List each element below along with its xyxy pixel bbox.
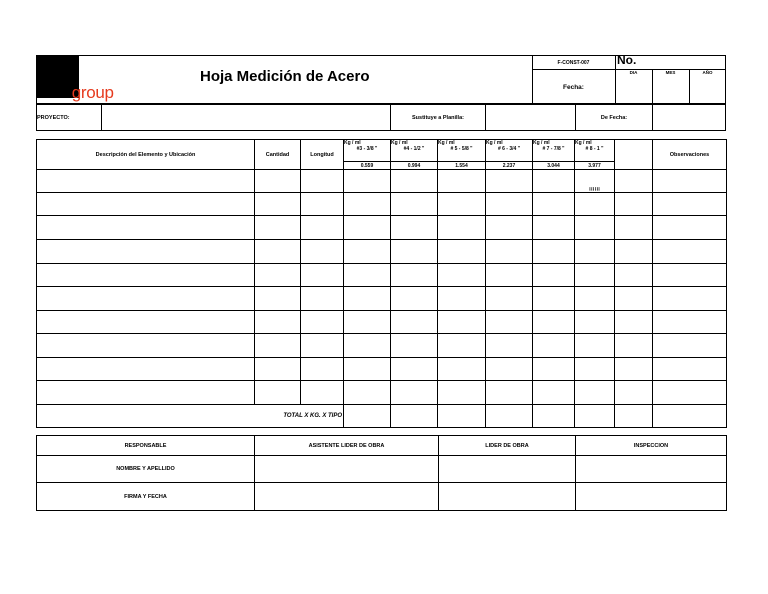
cell-bar[interactable]	[486, 311, 533, 334]
cell-blank[interactable]	[615, 170, 653, 193]
col-description-header: Descripción del Elemento y Ubicación	[37, 140, 255, 170]
cell-quantity[interactable]	[255, 287, 301, 311]
bar-unit: Kg / ml	[391, 140, 408, 146]
cell-length[interactable]	[301, 240, 344, 264]
cell-length[interactable]	[301, 311, 344, 334]
cell-bar[interactable]	[344, 358, 391, 381]
cell-description[interactable]	[37, 170, 255, 193]
cell-bar[interactable]	[391, 358, 438, 381]
cell-quantity[interactable]	[255, 334, 301, 358]
sig-name-field[interactable]	[439, 456, 576, 483]
bar-header	[486, 140, 533, 162]
bar-weight: 0.994	[391, 162, 438, 170]
table-header-row	[37, 140, 727, 162]
cell-length[interactable]	[301, 334, 344, 358]
cell-bar[interactable]	[533, 334, 575, 358]
table-row	[37, 334, 727, 358]
bar-unit: Kg / ml	[533, 140, 550, 146]
cell-bar[interactable]	[575, 381, 615, 405]
total-label-text: TOTAL X KG. X TIPO	[283, 413, 342, 419]
bar-header	[438, 140, 486, 162]
cell-bar[interactable]	[486, 170, 533, 193]
cell-bar[interactable]	[438, 358, 486, 381]
cell-bar[interactable]	[533, 311, 575, 334]
cell-bar[interactable]	[391, 381, 438, 405]
cell-observations[interactable]	[653, 216, 727, 240]
cell-quantity[interactable]	[255, 216, 301, 240]
cell-bar[interactable]	[344, 216, 391, 240]
table-row	[37, 240, 727, 264]
cell-bar[interactable]	[533, 381, 575, 405]
sig-assistant-header: ASISTENTE LIDER DE OBRA	[255, 436, 439, 456]
col-length-header: Longitud	[301, 140, 344, 170]
sig-sign-label: FIRMA Y FECHA	[37, 483, 255, 511]
cell-bar[interactable]	[438, 240, 486, 264]
cell-bar[interactable]	[344, 287, 391, 311]
sig-leader-header: LIDER DE OBRA	[439, 436, 576, 456]
cell-observations[interactable]	[653, 334, 727, 358]
replaces-field[interactable]	[486, 105, 575, 130]
cell-bar[interactable]	[533, 264, 575, 287]
date-label: Fecha:	[563, 83, 584, 91]
cell-quantity[interactable]	[255, 358, 301, 381]
sig-inspection-header: INSPECCION	[576, 436, 727, 456]
bar-size: #4 - 1/2 "	[403, 146, 425, 152]
date-month-label: MES	[665, 69, 676, 75]
cell-bar[interactable]	[486, 334, 533, 358]
cell-bar[interactable]	[533, 358, 575, 381]
cell-description[interactable]	[37, 240, 255, 264]
cell-quantity[interactable]	[255, 264, 301, 287]
cell-quantity[interactable]	[255, 193, 301, 216]
cell-description[interactable]	[37, 264, 255, 287]
cell-bar[interactable]	[486, 358, 533, 381]
cell-bar[interactable]	[575, 216, 615, 240]
cell-blank[interactable]	[615, 193, 653, 216]
sig-sign-field[interactable]	[255, 483, 439, 511]
cell-bar[interactable]	[344, 264, 391, 287]
table-row	[37, 311, 727, 334]
date-day-label: DIA	[629, 69, 638, 75]
bar-weight: 2.237	[486, 162, 533, 170]
cell-bar[interactable]	[391, 170, 438, 193]
signatures-name-row	[37, 456, 727, 483]
cell-bar[interactable]	[533, 193, 575, 216]
cell-bar[interactable]	[438, 264, 486, 287]
sig-sign-field[interactable]	[439, 483, 576, 511]
bar-unit: Kg / ml	[344, 140, 361, 146]
cell-observations[interactable]	[653, 358, 727, 381]
replaces-label: Sustituye a Planilla:	[412, 114, 464, 121]
sig-name-label: NOMBRE Y APELLIDO	[37, 456, 255, 483]
cell-description[interactable]	[37, 358, 255, 381]
cell-length[interactable]	[301, 264, 344, 287]
logo-group-text: group	[71, 83, 114, 102]
signatures-header-row	[37, 436, 727, 456]
bar-header	[533, 140, 575, 162]
cell-bar[interactable]	[486, 287, 533, 311]
cell-bar[interactable]	[533, 240, 575, 264]
total-cell[interactable]	[391, 405, 438, 428]
cell-description[interactable]	[37, 311, 255, 334]
bar-weight: 1.554	[438, 162, 486, 170]
signatures-table	[36, 435, 727, 511]
cell-observations[interactable]	[653, 170, 727, 193]
cell-description[interactable]	[37, 193, 255, 216]
table-row	[37, 264, 727, 287]
cell-bar[interactable]	[575, 358, 615, 381]
cell-bar[interactable]	[344, 240, 391, 264]
row-mark: ¡¡¡¡¡¡	[589, 186, 600, 192]
project-label: PROYECTO:	[37, 115, 70, 121]
total-cell[interactable]	[533, 405, 575, 428]
cell-bar[interactable]	[391, 216, 438, 240]
cell-quantity[interactable]	[255, 170, 301, 193]
cell-bar[interactable]	[575, 334, 615, 358]
cell-quantity[interactable]	[255, 240, 301, 264]
cell-bar[interactable]	[391, 240, 438, 264]
bar-weight: 3.977	[575, 162, 615, 170]
cell-observations[interactable]	[653, 264, 727, 287]
table-row	[37, 170, 727, 193]
cell-bar[interactable]	[344, 381, 391, 405]
bar-header	[344, 140, 391, 162]
cell-blank[interactable]	[615, 287, 653, 311]
cell-bar[interactable]	[391, 287, 438, 311]
bar-size: # 8 - 1 "	[585, 146, 604, 152]
bar-size: # 6 - 3/4 "	[497, 146, 521, 152]
cell-observations[interactable]	[653, 287, 727, 311]
sig-name-field[interactable]	[255, 456, 439, 483]
cell-bar[interactable]	[575, 311, 615, 334]
col-observations-header: Observaciones	[653, 140, 727, 170]
logo	[37, 83, 114, 103]
form-code: F-CONST-007	[557, 59, 590, 66]
total-cell[interactable]	[653, 405, 727, 428]
bar-weight: 3.044	[533, 162, 575, 170]
cell-bar[interactable]	[344, 170, 391, 193]
cell-bar[interactable]	[438, 216, 486, 240]
bar-size: # 5 - 5/8 "	[450, 146, 473, 152]
page-title: Hoja Medición de Acero	[200, 68, 370, 85]
cell-bar[interactable]	[575, 264, 615, 287]
cell-bar[interactable]	[533, 170, 575, 193]
table-row	[37, 193, 727, 216]
cell-blank[interactable]	[615, 216, 653, 240]
cell-bar[interactable]	[391, 334, 438, 358]
sig-responsible-header: RESPONSABLE	[37, 436, 255, 456]
date-year-label: AÑO	[702, 69, 713, 75]
cell-observations[interactable]	[653, 240, 727, 264]
table-row	[37, 381, 727, 405]
total-cell[interactable]	[438, 405, 486, 428]
cell-length[interactable]	[301, 287, 344, 311]
col-quantity-header: Cantidad	[255, 140, 301, 170]
cell-bar[interactable]	[438, 311, 486, 334]
cell-bar[interactable]	[486, 381, 533, 405]
cell-bar[interactable]	[575, 193, 615, 216]
cell-blank[interactable]	[615, 240, 653, 264]
table-row	[37, 358, 727, 381]
cell-length[interactable]	[301, 381, 344, 405]
cell-bar[interactable]	[575, 170, 615, 193]
cell-description[interactable]	[37, 216, 255, 240]
cell-description[interactable]	[37, 287, 255, 311]
measurement-table	[36, 139, 727, 428]
cell-bar[interactable]	[391, 311, 438, 334]
total-cell[interactable]	[575, 405, 615, 428]
sig-sign-field[interactable]	[576, 483, 727, 511]
cell-bar[interactable]	[575, 287, 615, 311]
logo-casa-text: casa	[37, 83, 72, 102]
cell-observations[interactable]	[653, 381, 727, 405]
cell-observations[interactable]	[653, 193, 727, 216]
bar-size: # 7 - 7/8 "	[542, 146, 565, 152]
total-cell[interactable]	[344, 405, 391, 428]
cell-length[interactable]	[301, 193, 344, 216]
total-cell[interactable]	[486, 405, 533, 428]
cell-bar[interactable]	[486, 264, 533, 287]
cell-length[interactable]	[301, 170, 344, 193]
cell-bar[interactable]	[438, 170, 486, 193]
bar-size: #3 - 3/8 "	[356, 146, 378, 152]
cell-blank[interactable]	[615, 334, 653, 358]
bar-header	[575, 140, 615, 162]
bar-unit: Kg / ml	[575, 140, 592, 146]
project-field[interactable]	[102, 105, 390, 130]
cell-bar[interactable]	[486, 216, 533, 240]
cell-bar[interactable]	[486, 193, 533, 216]
cell-blank[interactable]	[615, 311, 653, 334]
sig-name-field[interactable]	[576, 456, 727, 483]
cell-description[interactable]	[37, 334, 255, 358]
cell-blank[interactable]	[615, 381, 653, 405]
cell-bar[interactable]	[344, 193, 391, 216]
total-cell[interactable]	[615, 405, 653, 428]
cell-observations[interactable]	[653, 311, 727, 334]
number-label: No.	[617, 53, 637, 67]
cell-bar[interactable]	[533, 287, 575, 311]
cell-blank[interactable]	[615, 264, 653, 287]
cell-bar[interactable]	[438, 193, 486, 216]
cell-bar[interactable]	[391, 193, 438, 216]
cell-bar[interactable]	[438, 381, 486, 405]
cell-description[interactable]	[37, 381, 255, 405]
cell-blank[interactable]	[615, 358, 653, 381]
cell-bar[interactable]	[344, 334, 391, 358]
from-date-field[interactable]	[653, 105, 725, 130]
from-date-label: De Fecha:	[600, 114, 628, 121]
cell-bar[interactable]	[391, 264, 438, 287]
cell-bar[interactable]	[575, 240, 615, 264]
cell-length[interactable]	[301, 358, 344, 381]
bar-weight: 0.559	[344, 162, 391, 170]
cell-bar[interactable]	[438, 287, 486, 311]
cell-bar[interactable]	[438, 334, 486, 358]
cell-length[interactable]	[301, 216, 344, 240]
cell-quantity[interactable]	[255, 311, 301, 334]
table-row	[37, 216, 727, 240]
bar-unit: Kg / ml	[438, 140, 455, 146]
total-row	[37, 405, 727, 428]
cell-bar[interactable]	[486, 240, 533, 264]
table-row	[37, 287, 727, 311]
bar-header	[391, 140, 438, 162]
total-label	[37, 405, 344, 428]
bar-unit: Kg / ml	[486, 140, 503, 146]
cell-quantity[interactable]	[255, 381, 301, 405]
blank-header	[615, 140, 653, 170]
header-divider-no	[615, 55, 616, 104]
cell-bar[interactable]	[533, 216, 575, 240]
signatures-sign-row	[37, 483, 727, 511]
cell-bar[interactable]	[344, 311, 391, 334]
